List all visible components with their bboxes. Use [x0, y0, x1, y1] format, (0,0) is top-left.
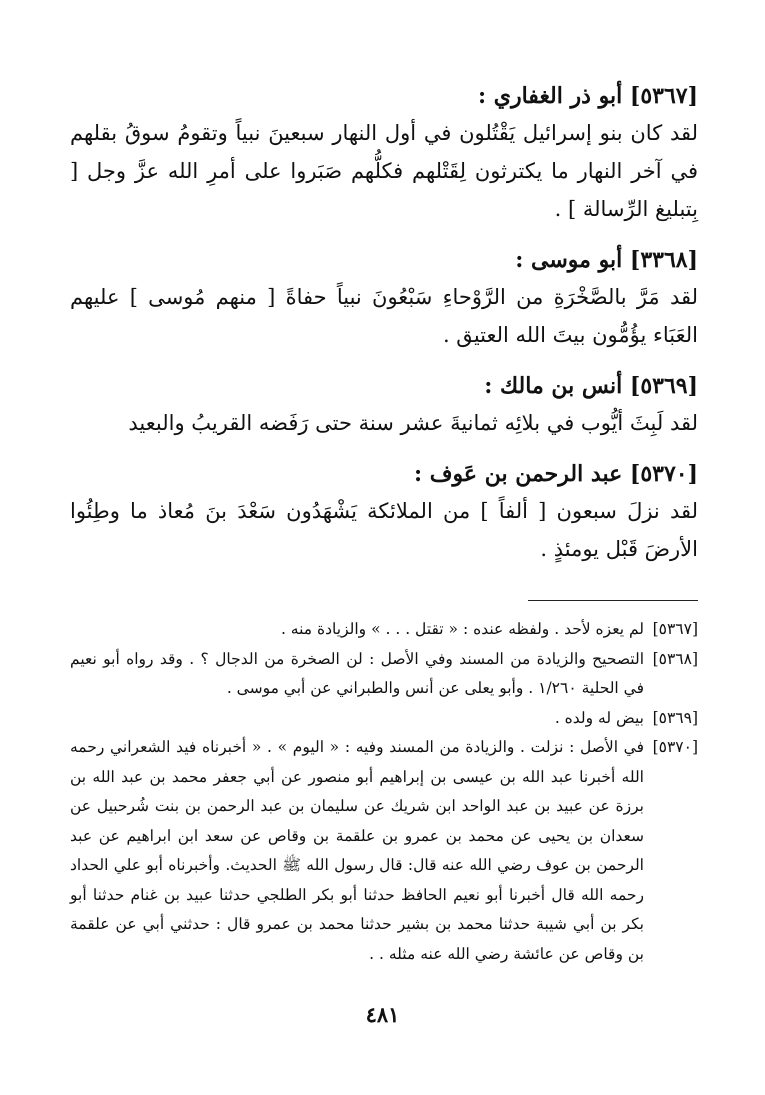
footnote-text: بيض له ولده .	[554, 708, 644, 727]
entry-title: أبو موسى :	[515, 247, 623, 273]
page-number: ٤٨١	[365, 1002, 400, 1027]
entry-text: لقد مَرَّ بالصَّخْرَةِ من الرَّوْحاءِ سَبْعُونَ نبياً حفاةً [ منهم مُوسى ] عليهم العَبَاء يؤُمُّون بيتَ الله العتيق .	[70, 285, 698, 347]
footnote-text: التصحيح والزيادة من المسند وفي الأصل : لن الصخرة من الدجال ؟ . وقد رواه أبو نعيم في الحلية ١/٢٦٠ . وأبو يعلى عن أنس والطبراني عن أبي موسى .	[70, 649, 644, 697]
entry-header	[70, 368, 698, 404]
entry-title: أنس بن مالك :	[484, 373, 623, 399]
footnote	[70, 704, 698, 734]
entry-number: [٥٣٦٩]	[629, 373, 698, 399]
entry	[70, 242, 698, 354]
footnote-text: في الأصل : نزلت . والزيادة من المسند وفيه : « اليوم » . « أخبرناه فيد الشعراني رحمه الله أخبرنا عبد الله بن عيسى بن إبراهيم أبو منصور عن أبي جعفر محمد بن عبد الله بن برزة عن عبيد بن عبد الواحد ابن شريك عن سليمان بن عبد الرحمن بن بنت شُرحبيل عن سعدان بن يحيى عن محمد بن عمرو بن علقمة بن وقاص عن سعد ابن ابراهيم عن عبد الرحمن بن عوف رضي الله عنه قال: قال رسول الله ﷺ الحديث. وأخبرناه أبو علي الحداد رحمه الله قال أخبرنا أبو نعيم الحافظ حدثنا أبو بكر الطلجي حدثنا عبيد بن غنام حدثنا أبو بكر بن أبي شيبة حدثنا محمد بن بشير حدثنا محمد بن عمرو قال : حدثني أبي عن علقمة بن وقاص عن عائشة رضي الله عنه مثله . .	[70, 738, 644, 963]
entry-header	[70, 456, 698, 492]
entry-number: [٥٣٦٧]	[629, 83, 698, 109]
footnote-number: [٥٣٦٧]	[652, 620, 698, 638]
footnote-number: [٥٣٧٠]	[652, 738, 698, 756]
footnotes	[70, 615, 698, 969]
footnote-separator-wrap	[70, 582, 698, 601]
footnote-number: [٥٣٦٩]	[652, 708, 698, 727]
page-body	[70, 78, 698, 969]
footnote	[70, 645, 698, 704]
entry-text: لقد لَبِثَ أيُّوب في بلائِه ثمانيةَ عشر سنة حتى رَفَضه القريبُ والبعيد	[128, 411, 698, 435]
entry-title: عبد الرحمن بن عَوف :	[413, 461, 623, 487]
footnote	[70, 615, 698, 645]
entry	[70, 456, 698, 568]
entry	[70, 368, 698, 442]
entry-header	[70, 242, 698, 278]
entry-title: أبو ذر الغفاري :	[477, 83, 623, 109]
footnote	[70, 733, 698, 969]
entry-text: لقد كان بنو إسرائيل يَقْتُلون في أول النهار سبعينَ نبياً وتقومُ سوقُ بقلهم في آخر النهار ما يكترثون لِقَتْلهم فكلُّهم صَبَروا على أمرِ الله عزَّ وجل [ بِتبليغ الرِّسالة ] .	[70, 121, 698, 221]
footnote-separator	[528, 600, 698, 601]
entry	[70, 78, 698, 228]
entry-number: [٥٣٧٠]	[629, 461, 698, 487]
entry-number: [٣٣٦٨]	[629, 247, 698, 273]
entry-text: لقد نزلَ سبعون [ ألفاً ] من الملائكة يَشْهَدُون سَعْدَ بنَ مُعاذ ما وطِئُوا الأرضَ قَبْل يومئذٍ .	[70, 499, 698, 561]
footnote-text: لم يعزه لأحد . ولفظه عنده : « تقتل . . . » والزيادة منه .	[280, 620, 644, 638]
entry-header	[70, 78, 698, 114]
footnote-number: [٥٣٦٨]	[652, 649, 698, 668]
